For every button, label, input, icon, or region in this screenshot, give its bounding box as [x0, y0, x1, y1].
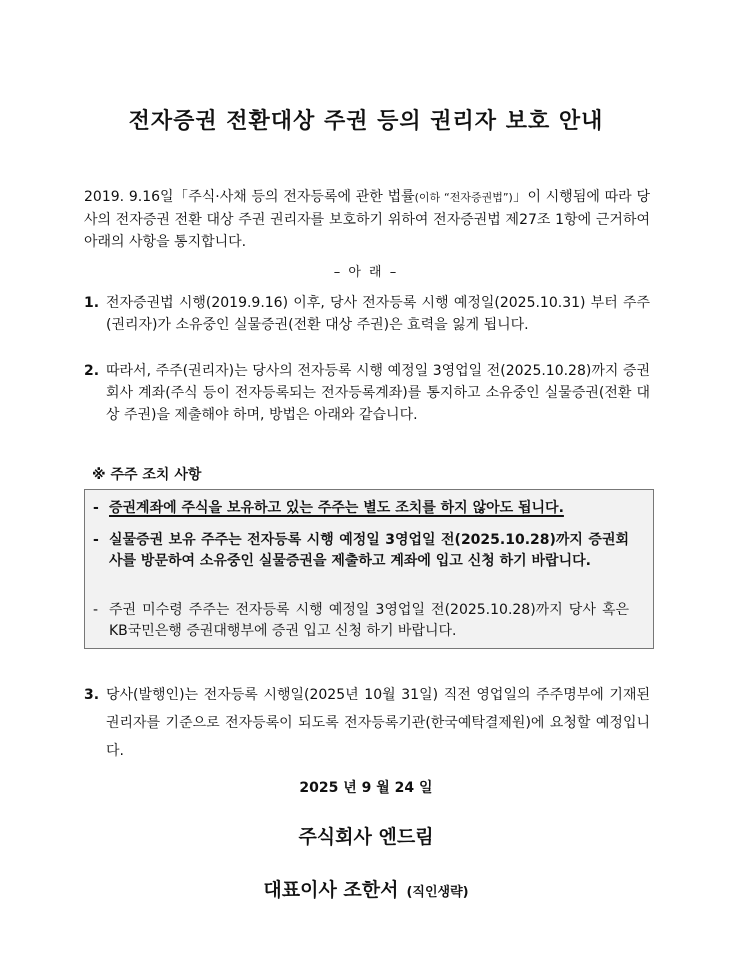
list-item-number: 2.	[84, 363, 100, 379]
signature-line	[0, 875, 732, 902]
bullet-dash: -	[93, 532, 99, 548]
list-item-1	[84, 292, 650, 336]
list-item-text: 따라서, 주주(권리자)는 당사의 전자등록 시행 예정일 3영업일 전(2025.10.28)까지 증권회사 계좌(주식 등이 전자등록되는 전자등록계좌)를 통지하고 소유중인 실물증권(전환 대상 주권)을 제출해야 하며, 방법은 아래와 같습니다.	[106, 363, 650, 423]
notice-bullet-text: 증권계좌에 주식을 보유하고 있는 주주는 별도 조치를 하지 않아도 됩니다.	[109, 500, 564, 516]
bullet-dash: -	[93, 500, 99, 516]
intro-text-abbrev: (이하 “전자증권법”)	[414, 191, 513, 204]
notice-bullet-2	[93, 530, 629, 572]
notice-bullet-3	[93, 600, 629, 642]
document-title: 전자증권 전환대상 주권 등의 권리자 보호 안내	[128, 109, 604, 134]
list-item-number: 3.	[84, 687, 100, 703]
notice-bullet-1	[93, 498, 629, 519]
intro-paragraph	[84, 186, 650, 253]
list-item-text: 당사(발행인)는 전자등록 시행일(2025년 10월 31일) 직전 영업일의 주주명부에 기재된 권리자를 기준으로 전자등록이 되도록 전자등록기관(한국예탁결제원)에 요청할 예정입니다.	[106, 687, 650, 759]
list-item-number: 1.	[84, 295, 100, 311]
notice-heading: ※ 주주 조치 사항	[92, 467, 202, 483]
intro-text-1: 2019. 9.16일「주식·사채 등의 전자등록에 관한 법률	[84, 189, 415, 205]
company-name: 주식회사 엔드림	[298, 826, 434, 848]
notice-bullet-text: 주권 미수령 주주는 전자등록 시행 예정일 3영업일 전(2025.10.28)까지 당사 혹은 KB국민은행 증권대행부에 증권 입고 신청 하기 바랍니다.	[109, 602, 629, 639]
notice-box	[84, 489, 654, 649]
list-item-text: 전자증권법 시행(2019.9.16) 이후, 당사 전자등록 시행 예정일(2025.10.31) 부터 주주(권리자)가 소유중인 실물증권(전환 대상 주권)은 효력을 잃게 됩니다.	[106, 295, 650, 333]
notice-bullet-text: 실물증권 보유 주주는 전자등록 시행 예정일 3영업일 전(2025.10.28)까지 증권회사를 방문하여 소유중인 실물증권을 제출하고 계좌에 입고 신청 하기 바랍니다.	[109, 532, 629, 569]
intro-text-2: 」이 시행됨에 따라 당사의 전자증권 전환 대상 주권 권리자를 보호하기 위하여 전자증권법 제27조 1항에 근거하여 아래의 사항을 통지합니다.	[84, 189, 650, 250]
seal-note: (직인생략)	[406, 885, 469, 900]
section-label: – 아 래 –	[333, 265, 399, 280]
bullet-dash: -	[93, 602, 99, 618]
list-item-2	[84, 360, 650, 426]
list-item-3	[84, 681, 650, 765]
document-date: 2025 년 9 월 24 일	[299, 780, 433, 796]
ceo-name: 대표이사 조한서	[263, 879, 399, 901]
